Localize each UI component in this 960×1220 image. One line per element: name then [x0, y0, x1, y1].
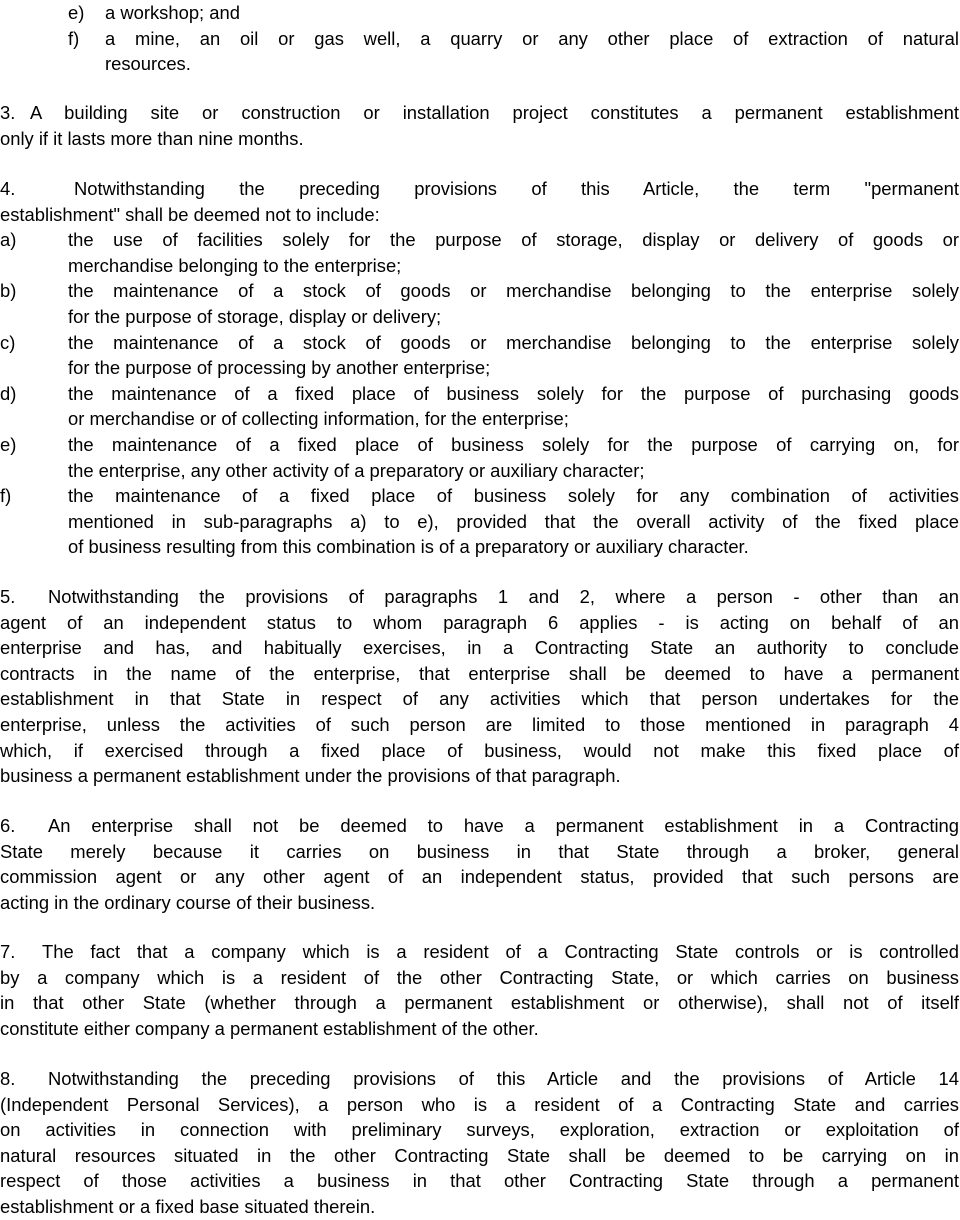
- paragraph-line: State merely because it carries on business in that State through a broker, general: [0, 840, 959, 862]
- paragraph-line: [0, 1066, 959, 1092]
- item-line: or merchandise or of collecting information, for the enterprise;: [68, 408, 569, 430]
- item-line: the maintenance of a stock of goods or merchandise belonging to the enterprise solely: [68, 280, 959, 302]
- item-line: merchandise belonging to the enterprise;: [68, 254, 402, 276]
- paragraph-line: [0, 813, 959, 839]
- paragraph-line: respect of those activities a business in that other Contracting State through a permanent: [0, 1170, 959, 1192]
- list-item-a: [0, 227, 959, 278]
- list-item-f: [0, 26, 959, 77]
- paragraph-7: [0, 939, 959, 1041]
- paragraph-5: [0, 584, 959, 789]
- paragraph-line: by a company which is a resident of the other Contracting State, or which carries on business: [0, 966, 959, 988]
- paragraph-text: An enterprise shall not be deemed to have a permanent establishment in a Contracting: [48, 815, 959, 836]
- item-label: a): [0, 229, 17, 251]
- paragraph-line: [0, 176, 959, 202]
- paragraph-line: agent of an independent status to whom paragraph 6 applies - is acting on behalf of an: [0, 611, 959, 633]
- item-label: c): [0, 331, 16, 353]
- item-label: d): [0, 382, 17, 404]
- item-line: the maintenance of a fixed place of business solely for the purpose of purchasing goods: [68, 382, 959, 404]
- list-item-b: [0, 278, 959, 329]
- paragraph-text: Notwithstanding the provisions of paragraphs 1 and 2, where a person - other than an: [48, 586, 959, 607]
- item-line: the enterprise, any other activity of a preparatory or auxiliary character;: [68, 459, 645, 481]
- item-line: a mine, an oil or gas well, a quarry or any other place of extraction of natural: [105, 27, 959, 49]
- paragraph-line: natural resources situated in the other Contracting State shall be deemed to be carrying on in: [0, 1144, 959, 1166]
- paragraph-line: [0, 100, 959, 126]
- item-line: the maintenance of a fixed place of business solely for any combination of activities: [68, 485, 959, 507]
- item-line: the use of facilities solely for the purpose of storage, display or delivery of goods or: [68, 229, 959, 251]
- paragraph-line: establishment or a fixed base situated therein.: [0, 1195, 376, 1217]
- item-line: for the purpose of processing by another enterprise;: [68, 357, 491, 379]
- paragraph-number: 5.: [0, 586, 16, 607]
- paragraph-line: in that other State (whether through a permanent establishment or otherwise), shall not of itself: [0, 992, 959, 1014]
- paragraph-number: 4.: [0, 178, 16, 199]
- paragraph-line: establishment" shall be deemed not to include:: [0, 203, 380, 225]
- paragraph-text: Notwithstanding the preceding provisions of this Article, the term "permanent: [74, 178, 959, 199]
- paragraph-line: enterprise and has, and habitually exercises, in a Contracting State an authority to conclude: [0, 637, 959, 659]
- paragraph-line: (Independent Personal Services), a person who is a resident of a Contracting State and carries: [0, 1093, 959, 1115]
- paragraph-line: establishment in that State in respect of any activities which that person undertakes for the: [0, 688, 959, 710]
- paragraph-line: contracts in the name of the enterprise, that enterprise shall be deemed to have a permanent: [0, 662, 959, 684]
- item-label: e): [68, 2, 85, 23]
- paragraph-3: [0, 100, 959, 151]
- paragraph-number: 3.: [0, 102, 16, 123]
- list-item-c: [0, 330, 959, 381]
- paragraph-6: [0, 813, 959, 915]
- paragraph-number: 8.: [0, 1068, 16, 1089]
- item-label: f): [0, 485, 12, 507]
- paragraph-8: [0, 1066, 959, 1220]
- item-line: of business resulting from this combination is of a preparatory or auxiliary character.: [68, 536, 749, 558]
- paragraph-line: on activities in connection with preliminary surveys, exploration, extraction or exploitation of: [0, 1119, 959, 1141]
- item-label: f): [68, 27, 80, 49]
- paragraph-number: 7.: [0, 941, 16, 962]
- list-item-e: [0, 0, 959, 26]
- paragraph-line: enterprise, unless the activities of such person are limited to those mentioned in paragraph 4: [0, 713, 959, 735]
- paragraph-line: constitute either company a permanent establishment of the other.: [0, 1017, 539, 1039]
- item-label: b): [0, 280, 17, 302]
- paragraph-4: [0, 176, 959, 560]
- paragraph-line: commission agent or any other agent of an independent status, provided that such persons are: [0, 866, 959, 888]
- paragraph-line: [0, 584, 959, 610]
- item-line: the maintenance of a fixed place of business solely for the purpose of carrying on, for: [68, 433, 959, 455]
- item-label: e): [0, 433, 17, 455]
- paragraph-line: [0, 939, 959, 965]
- paragraph-text: A building site or construction or installation project constitutes a permanent establishment: [30, 102, 959, 123]
- list-item-f: [0, 483, 959, 560]
- paragraph-text: Notwithstanding the preceding provisions of this Article and the provisions of Article 14: [48, 1068, 959, 1089]
- item-line: resources.: [105, 53, 191, 75]
- paragraph-line: which, if exercised through a fixed place of business, would not make this fixed place of: [0, 739, 959, 761]
- list-item-d: [0, 381, 959, 432]
- list-item-e: [0, 432, 959, 483]
- paragraph-line: only if it lasts more than nine months.: [0, 127, 304, 149]
- paragraph-text: The fact that a company which is a resident of a Contracting State controls or is controlled: [42, 941, 959, 962]
- item-line: mentioned in sub-paragraphs a) to e), provided that the overall activity of the fixed place: [68, 510, 959, 532]
- paragraph-number: 6.: [0, 815, 16, 836]
- item-line: the maintenance of a stock of goods or merchandise belonging to the enterprise solely: [68, 331, 959, 353]
- item-line: for the purpose of storage, display or delivery;: [68, 305, 442, 327]
- paragraph-line: business a permanent establishment under the provisions of that paragraph.: [0, 765, 621, 787]
- paragraph-line: acting in the ordinary course of their business.: [0, 891, 376, 913]
- item-line: a workshop; and: [105, 2, 240, 23]
- top-items: [0, 0, 959, 77]
